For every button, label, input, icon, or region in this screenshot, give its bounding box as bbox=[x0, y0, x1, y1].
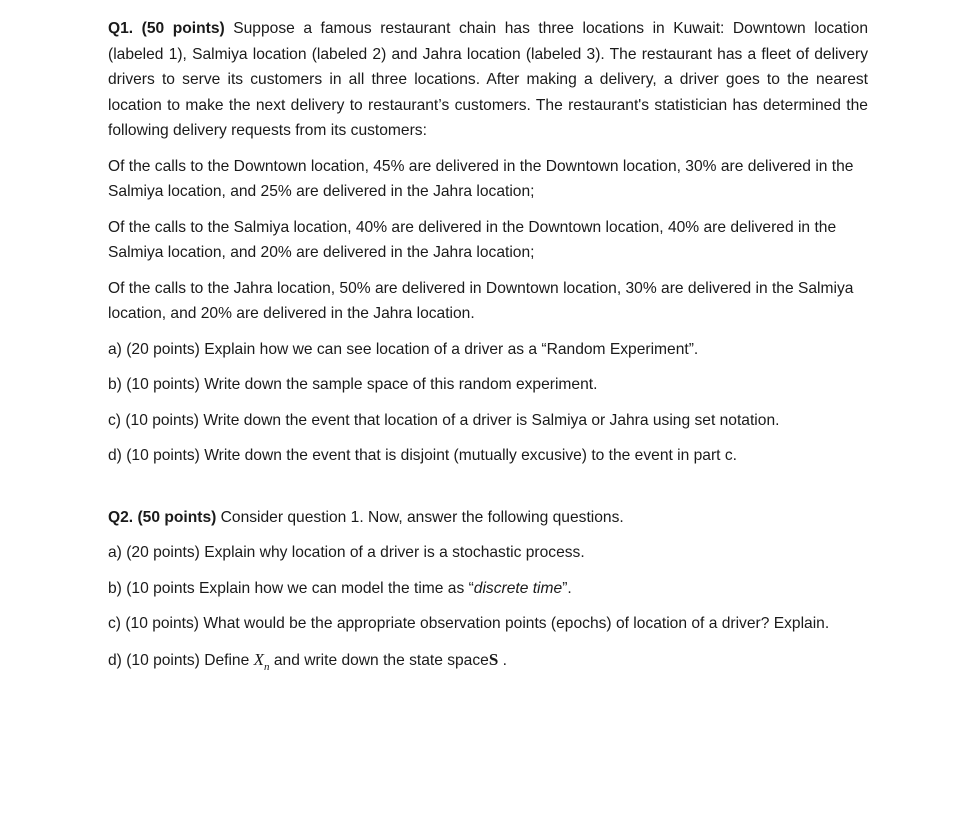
q1-label: Q1. (50 points) bbox=[108, 20, 225, 37]
q2-part-d bbox=[108, 647, 868, 681]
q2-part-c: c) (10 points) What would be the appropriate observation points (epochs) of location of a driver? Explain. bbox=[108, 615, 830, 632]
document-page bbox=[108, 16, 868, 680]
q2-part-a: a) (20 points) Explain why location of a driver is a stochastic process. bbox=[108, 544, 585, 561]
q1-part-c: c) (10 points) Write down the event that location of a driver is Salmiya or Jahra using set notation. bbox=[108, 411, 780, 429]
math-variable-x: X bbox=[253, 649, 265, 669]
q1-jahra-paragraph: Of the calls to the Jahra location, 50% are delivered in Downtown location, 30% are delivered in the Salmiya location, and 20% are delivered in the Jahra location. bbox=[108, 279, 854, 322]
math-state-space-s: S bbox=[488, 649, 499, 669]
q1-part-b: b) (10 points) Write down the sample space of this random experiment. bbox=[108, 376, 598, 393]
q2-part-d-text: d) (10 points) Define bbox=[108, 651, 254, 669]
q1-downtown-paragraph: Of the calls to the Downtown location, 45% are delivered in the Downtown location, 30% are delivered in the Salmiya location, and 25% are delivered in the Jahra location; bbox=[108, 157, 854, 200]
q1-intro-paragraph bbox=[108, 16, 868, 144]
q2-part-d-middle: and write down the state space bbox=[269, 651, 489, 669]
q2-part-b-end: ”. bbox=[562, 579, 572, 597]
q1-part-d: d) (10 points) Write down the event that is disjoint (mutually excusive) to the event in part c. bbox=[108, 447, 737, 464]
q2-part-d-end: . bbox=[498, 651, 507, 669]
math-subscript-n: n bbox=[264, 660, 270, 673]
q1-salmiya-paragraph: Of the calls to the Salmiya location, 40% are delivered in the Downtown location, 40% are delivered in the Salmiya location, and 20% are delivered in the Jahra location; bbox=[108, 218, 837, 261]
q2-part-b bbox=[108, 576, 868, 602]
q1-intro-text: Suppose a famous restaurant chain has three locations in Kuwait: Downtown location (labeled 1), Salmiya location (labeled 2) and Jahra location (labeled 3). The restaurant has a fleet of delivery drivers to serve its customers in all three locations. After making a delivery, a driver goes to the nearest location to make the next delivery to restaurant’s customers. The restaurant's statistician has determined the following delivery requests from its customers: bbox=[108, 20, 868, 139]
q2-intro-text: Consider question 1. Now, answer the following questions. bbox=[216, 508, 624, 526]
q1-part-a: a) (20 points) Explain how we can see location of a driver as a “Random Experiment”. bbox=[108, 340, 699, 358]
q2-intro-paragraph bbox=[108, 505, 868, 531]
q2-part-b-text: b) (10 points Explain how we can model the time as “ bbox=[108, 579, 474, 597]
q2-label: Q2. (50 points) bbox=[108, 508, 217, 526]
q2-part-b-emphasis: discrete time bbox=[473, 579, 563, 597]
